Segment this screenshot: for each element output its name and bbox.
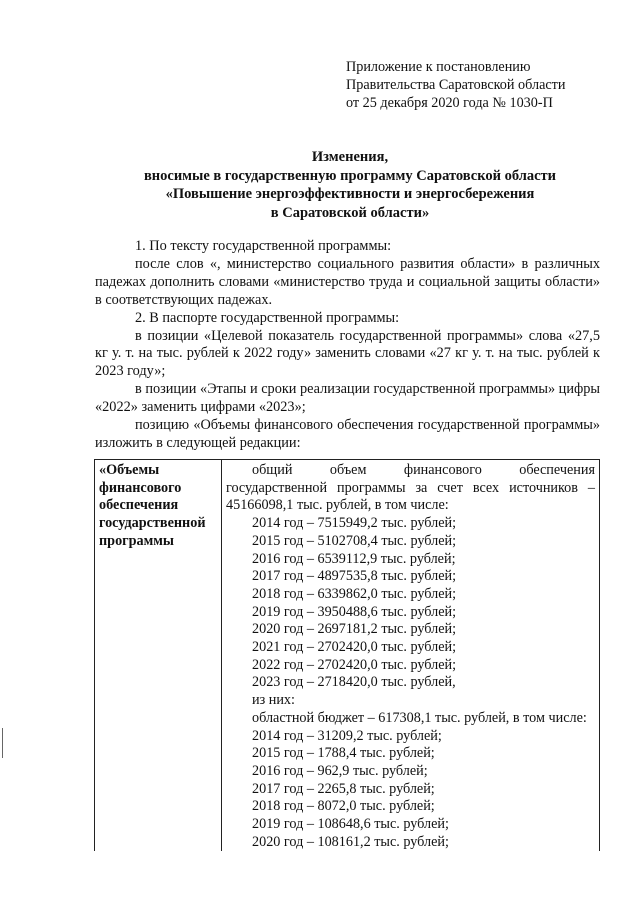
- paragraph: 1. По тексту государственной программы:: [135, 238, 392, 254]
- title-line-3: «Повышение энергоэффективности и энергосбережения: [165, 186, 535, 202]
- title-line-2: вносимые в государственную программу Саратовской области: [143, 167, 557, 184]
- list-item: 2018 год – 6339862,0 тыс. рублей;: [252, 585, 457, 602]
- document-title: [60, 148, 640, 222]
- body-text: [95, 238, 600, 453]
- scan-artifact: [2, 728, 3, 758]
- list-item: 2015 год – 5102708,4 тыс. рублей;: [252, 532, 457, 549]
- list-item: 2016 год – 6539112,9 тыс. рублей;: [252, 550, 456, 567]
- list-item: 2015 год – 1788,4 тыс. рублей;: [252, 745, 435, 762]
- list-item: 2023 год – 2718420,0 тыс. рублей,: [252, 674, 456, 691]
- table-content-cell: [222, 460, 600, 852]
- paragraph: 2. В паспорте государственной программы:: [135, 309, 400, 326]
- list-item: 2017 год – 2265,8 тыс. рублей;: [252, 780, 435, 797]
- appendix-header: [346, 58, 565, 112]
- appendix-line-3: от 25 декабря 2020 года № 1030-П: [346, 95, 553, 111]
- paragraph: в позиции «Целевой показатель государственной программы» слова «27,5 кг у. т. на тыс. рублей к 2022 году» заменить словами «27 кг у. т. на тыс. рублей к 2023 году»;: [95, 327, 600, 380]
- appendix-line-2: Правительства Саратовской области: [346, 77, 566, 93]
- total-lead: общий объем финансового обеспечения государственной программы за счет всех источников – 45166098,1 тыс. рублей, в том числе:: [226, 462, 595, 514]
- list-item: 2022 год – 2702420,0 тыс. рублей;: [252, 656, 457, 673]
- table-label-cell: «Объемы финансового обеспечения государственной программы: [95, 460, 222, 852]
- list-item: 2019 год – 108648,6 тыс. рублей;: [252, 816, 449, 833]
- list-item: 2014 год – 7515949,2 тыс. рублей;: [252, 515, 457, 532]
- total-year-list: [226, 515, 595, 692]
- list-item: 2017 год – 4897535,8 тыс. рублей;: [252, 568, 457, 585]
- of-them-label: из них:: [252, 692, 295, 709]
- table-row: [95, 460, 600, 852]
- title-line-4: в Саратовской области»: [270, 204, 430, 221]
- list-item: 2018 год – 8072,0 тыс. рублей;: [252, 798, 435, 815]
- title-line-1: Изменения,: [311, 149, 389, 165]
- regional-lead: областной бюджет – 617308,1 тыс. рублей, в том числе:: [252, 709, 587, 726]
- paragraph: позицию «Объемы финансового обеспечения государственной программы» изложить в следующей редакции:: [95, 417, 600, 451]
- list-item: 2014 год – 31209,2 тыс. рублей;: [252, 727, 442, 744]
- list-item: 2016 год – 962,9 тыс. рублей;: [252, 762, 428, 779]
- paragraph: после слов «, министерство социального развития области» в различных падежах дополнить словами «министерство труда и социальной защиты области» в соответствующих падежах.: [95, 255, 600, 308]
- financing-table: [94, 459, 600, 851]
- paragraph: в позиции «Этапы и сроки реализации государственной программы» цифры «2022» заменить цифрами «2023»;: [95, 381, 600, 416]
- list-item: 2020 год – 2697181,2 тыс. рублей;: [252, 621, 457, 638]
- list-item: 2020 год – 108161,2 тыс. рублей;: [252, 833, 449, 850]
- list-item: 2019 год – 3950488,6 тыс. рублей;: [252, 603, 457, 620]
- appendix-line-1: Приложение к постановлению: [346, 59, 531, 75]
- regional-year-list: [226, 728, 595, 852]
- list-item: 2021 год – 2702420,0 тыс. рублей;: [252, 639, 457, 656]
